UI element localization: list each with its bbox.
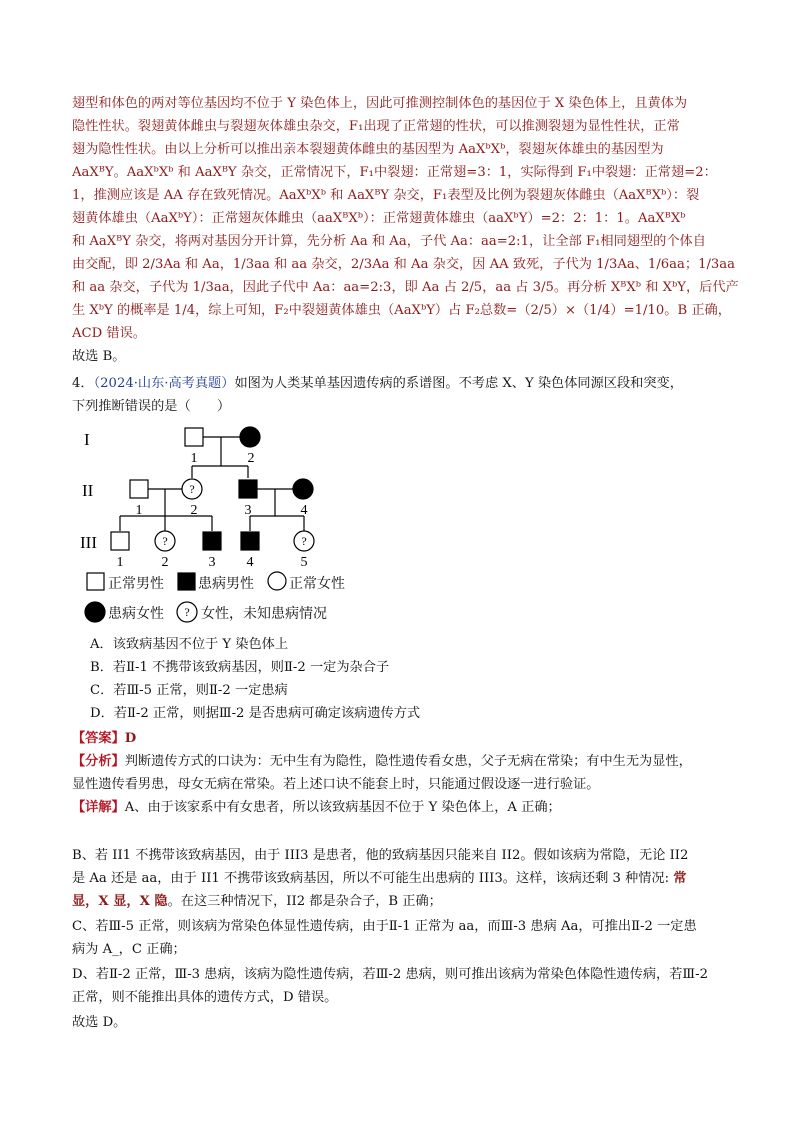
- detail-line-a: [72, 797, 561, 819]
- question-stem-text: 如图为人类某单基因遗传病的系谱图。不考虑 X、Y 染色体同源区段和突变，: [234, 376, 683, 391]
- solution-line: 翅型和体色的两对等位基因均不位于 Y 染色体上，因此可推测控制体色的基因位于 X 染色体上，且黄体为: [72, 96, 688, 111]
- pedigree-number: 3: [208, 555, 216, 570]
- unknown-mark: ?: [184, 605, 190, 619]
- solution-line: 和 AaXᴮY 杂交，将两对基因分开计算，先分析 Aa 和 Aa，子代 Aa：aa=2:1，让全部 F₁相同翅型的个体自: [72, 234, 706, 249]
- solution-line: 翅为隐性性状。由以上分析可以推出亲本裂翅黄体雌虫的基因型为 AaXᵇXᵇ，裂翅灰体雄虫的基因型为: [72, 142, 664, 157]
- detail-b-emphasis: 常: [673, 871, 687, 886]
- detail-b-3: [72, 891, 442, 913]
- answer-label: 【答案】: [72, 731, 125, 746]
- pedigree-number: 1: [135, 503, 143, 518]
- pedigree-I-1-normal-male: [185, 428, 203, 446]
- detail-conclusion: 故选 D。: [72, 1015, 127, 1030]
- pedigree-number: 2: [161, 555, 169, 570]
- unknown-mark: ?: [189, 482, 195, 496]
- pedigree-number: 2: [247, 451, 255, 466]
- legend-affected-female-symbol: [85, 602, 105, 622]
- pedigree-I-2-affected-female: [240, 427, 260, 447]
- legend-normal-male-symbol: [87, 573, 104, 590]
- question-stem: [72, 373, 683, 395]
- generation-label: I: [84, 430, 90, 449]
- detail-d-2: 正常，则不能推出具体的遗传方式，D 错误。: [72, 990, 338, 1005]
- detail-c-2: 病为 A_，C 正确；: [72, 942, 186, 957]
- pedigree-II-3-affected-male: [239, 480, 257, 498]
- unknown-mark: ?: [162, 534, 168, 548]
- answer-row: [72, 728, 136, 750]
- detail-d-1: D、若Ⅱ-2 正常，Ⅲ-3 患病，该病为隐性遗传病，若Ⅲ-2 患病，则可推出该病为常染色体隐性遗传病，若Ⅲ-2: [72, 967, 708, 982]
- pedigree-III-1-normal-male: [111, 532, 129, 550]
- legend-unknown-female-label: 女性，未知患病情况: [201, 606, 327, 622]
- option-b: B．若Ⅱ-1 不携带该致病基因，则Ⅱ-2 一定为杂合子: [90, 660, 390, 675]
- generation-label: II: [82, 481, 94, 500]
- detail-label: 【详解】: [72, 800, 125, 815]
- pedigree-number: 1: [116, 555, 124, 570]
- detail-b-2: [72, 868, 686, 890]
- detail-b-1: B、若 II1 不携带该致病基因，由于 III3 是患者，他的致病基因只能来自 II2。假如该病为常隐，无论 II2: [72, 848, 689, 863]
- pedigree-number: 4: [246, 555, 254, 570]
- solution-conclusion: 故选 B。: [72, 349, 126, 364]
- solution-line: ACD 错误。: [72, 326, 146, 341]
- pedigree-diagram: [70, 418, 390, 628]
- generation-label: III: [80, 533, 97, 552]
- detail-b-3-text: 。在这三种情况下，II2 都是杂合子，B 正确；: [167, 894, 442, 909]
- analysis-line-1: [72, 751, 692, 773]
- pedigree-number: 1: [190, 451, 198, 466]
- question-stem-2: 下列推断错误的是（ ）: [72, 399, 231, 414]
- solution-line: 1，推测应该是 AA 存在致死情况。AaXᵇXᵇ 和 AaXᴮY 杂交，F₁表型及比例为裂翅灰体雌虫（AaXᴮXᵇ）：裂: [72, 188, 700, 203]
- legend-normal-female-label: 正常女性: [289, 576, 345, 592]
- detail-a-text: A、由于该家系中有女患者，所以该致病基因不位于 Y 染色体上，A 正确；: [124, 800, 561, 815]
- pedigree-II-1-normal-male: [130, 480, 148, 498]
- pedigree-II-4-affected-female: [293, 479, 313, 499]
- pedigree-III-3-affected-male: [203, 532, 221, 550]
- detail-c-1: C、若Ⅲ-5 正常，则该病为常染色体显性遗传病，由于Ⅱ-1 正常为 aa，而Ⅲ-3 患病 Aa，可推出Ⅱ-2 一定患: [72, 919, 697, 934]
- unknown-mark: ?: [301, 534, 307, 548]
- legend-affected-male-label: 患病男性: [198, 576, 254, 592]
- option-a: A．该致病基因不位于 Y 染色体上: [90, 637, 289, 652]
- solution-line: 和 aa 杂交，子代为 1/3aa，因此子代中 Aa：aa=2:3，即 Aa 占 2/5，aa 占 3/5。再分析 XᴮXᵇ 和 XᵇY，后代产: [72, 280, 739, 295]
- pedigree-number: 5: [300, 555, 308, 570]
- solution-line: 生 XᵇY 的概率是 1/4，综上可知，F₂中裂翅黄体雄虫（AaXᵇY）占 F₂总数=（2/5）×（1/4）=1/10。B 正确，: [72, 303, 731, 318]
- solution-line: 翅黄体雄虫（AaXᵇY）：正常翅灰体雌虫（aaXᴮXᵇ）：正常翅黄体雄虫（aaXᵇY）=2：2：1：1。AaXᴮXᵇ: [72, 211, 686, 226]
- legend-affected-male-symbol: [178, 573, 195, 590]
- pedigree-number: 4: [300, 503, 308, 518]
- option-d: D．若Ⅱ-2 正常，则据Ⅲ-2 是否患病可确定该病遗传方式: [90, 706, 421, 721]
- pedigree-III-4-affected-male: [241, 532, 259, 550]
- analysis-label: 【分析】: [72, 754, 125, 769]
- solution-line: 隐性性状。裂翅黄体雌虫与裂翅灰体雄虫杂交，F₁出现了正常翅的性状，可以推测裂翅为显性性状，正常: [72, 119, 680, 134]
- answer-value: D: [124, 731, 137, 746]
- analysis-text: 判断遗传方式的口诀为：无中生有为隐性，隐性遗传看女患，父子无病在常染；有中生无为显性，: [124, 754, 692, 769]
- detail-b-3-emphasis: 显，X 显，X 隐: [72, 894, 168, 909]
- option-c: C．若Ⅲ-5 正常，则Ⅱ-2 一定患病: [90, 683, 288, 698]
- detail-b-2-text: 是 Aa 还是 aa，由于 II1 不携带该致病基因，所以不可能生出患病的 III3。这样，该病还剩 3 种情况:: [72, 871, 670, 886]
- pedigree-number: 2: [190, 503, 198, 518]
- legend-normal-male-label: 正常男性: [108, 576, 164, 592]
- legend-normal-female-symbol: [268, 572, 286, 590]
- legend-affected-female-label: 患病女性: [108, 606, 164, 622]
- question-number: 4．: [72, 376, 94, 391]
- question-source: （2024·山东·高考真题）: [93, 376, 235, 391]
- solution-line: 由交配，即 2/3Aa 和 Aa，1/3aa 和 aa 杂交，2/3Aa 和 Aa 杂交，因 AA 致死，子代为 1/3Aa、1/6aa；1/3aa: [72, 257, 736, 272]
- analysis-line-2: 显性遗传看男患，母女无病在常染。若上述口诀不能套上时，只能通过假设逐一进行验证。: [72, 777, 600, 792]
- pedigree-number: 3: [244, 503, 252, 518]
- solution-line: AaXᴮY。AaXᵇXᵇ 和 AaXᴮY 杂交，正常情况下，F₁中裂翅：正常翅=3：1，实际得到 F₁中裂翅：正常翅=2：: [72, 165, 717, 180]
